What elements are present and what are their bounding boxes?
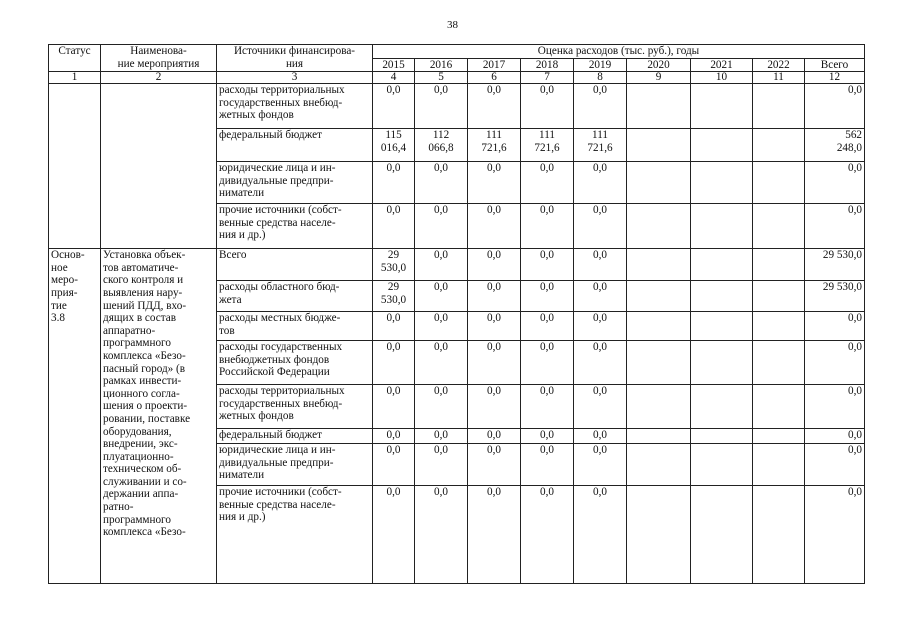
total-value-cell: 0,0 (805, 486, 865, 584)
year-value-cell: 0,0 (373, 341, 415, 385)
year-value-cell: 0,0 (521, 444, 574, 486)
empty-year-cell (627, 249, 691, 281)
year-value-cell: 29 530,0 (373, 281, 415, 312)
year-value-cell: 0,0 (373, 444, 415, 486)
funding-source-cell: прочие источники (собст- венные средства населе- ния и др.) (217, 204, 373, 249)
empty-year-cell (753, 84, 805, 129)
total-value-cell: 0,0 (805, 162, 865, 204)
header-year: 2016 (415, 58, 468, 72)
year-value-cell: 0,0 (415, 429, 468, 444)
empty-year-cell (627, 84, 691, 129)
total-value-cell: 0,0 (805, 429, 865, 444)
column-number: 7 (521, 72, 574, 84)
empty-year-cell (691, 385, 753, 429)
column-number: 9 (627, 72, 691, 84)
total-value-cell: 0,0 (805, 385, 865, 429)
year-value-cell: 115 016,4 (373, 129, 415, 162)
empty-year-cell (691, 84, 753, 129)
empty-year-cell (627, 162, 691, 204)
empty-year-cell (691, 444, 753, 486)
empty-year-cell (627, 312, 691, 341)
year-value-cell: 0,0 (415, 486, 468, 584)
empty-year-cell (691, 486, 753, 584)
year-value-cell: 0,0 (373, 429, 415, 444)
year-value-cell: 0,0 (574, 429, 627, 444)
funding-source-cell: расходы областного бюд- жета (217, 281, 373, 312)
header-year: 2017 (468, 58, 521, 72)
year-value-cell: 0,0 (468, 486, 521, 584)
column-number: 8 (574, 72, 627, 84)
year-value-cell: 0,0 (521, 162, 574, 204)
funding-source-cell: федеральный бюджет (217, 429, 373, 444)
funding-source-cell: юридические лица и ин- дивидуальные предпри- ниматели (217, 162, 373, 204)
year-value-cell: 0,0 (574, 341, 627, 385)
year-value-cell: 0,0 (521, 312, 574, 341)
year-value-cell: 0,0 (415, 162, 468, 204)
year-value-cell: 0,0 (574, 84, 627, 129)
year-value-cell: 0,0 (521, 281, 574, 312)
year-value-cell: 0,0 (521, 249, 574, 281)
total-value-cell: 29 530,0 (805, 281, 865, 312)
empty-year-cell (753, 162, 805, 204)
empty-year-cell (627, 281, 691, 312)
header-sources: Источники финансирова- ния (217, 45, 373, 72)
total-value-cell: 0,0 (805, 84, 865, 129)
empty-year-cell (627, 429, 691, 444)
total-value-cell: 0,0 (805, 204, 865, 249)
year-value-cell: 0,0 (521, 486, 574, 584)
funding-source-cell: федеральный бюджет (217, 129, 373, 162)
measure-name-cell (101, 84, 217, 249)
header-year: 2015 (373, 58, 415, 72)
year-value-cell: 0,0 (373, 486, 415, 584)
column-number: 1 (49, 72, 101, 84)
year-value-cell: 0,0 (415, 281, 468, 312)
header-year: 2022 (753, 58, 805, 72)
year-value-cell: 0,0 (468, 312, 521, 341)
year-value-cell: 0,0 (574, 486, 627, 584)
year-value-cell: 0,0 (521, 84, 574, 129)
year-value-cell: 0,0 (373, 162, 415, 204)
status-cell (49, 84, 101, 249)
year-value-cell: 0,0 (415, 249, 468, 281)
year-value-cell: 0,0 (373, 312, 415, 341)
empty-year-cell (753, 385, 805, 429)
year-value-cell: 0,0 (373, 204, 415, 249)
column-number: 10 (691, 72, 753, 84)
total-value-cell: 0,0 (805, 341, 865, 385)
table-row (49, 249, 865, 281)
year-value-cell: 0,0 (415, 312, 468, 341)
page-number: 38 (447, 19, 458, 31)
year-value-cell: 0,0 (415, 341, 468, 385)
year-value-cell: 0,0 (468, 429, 521, 444)
funding-source-cell: прочие источники (собст- венные средства населе- ния и др.) (217, 486, 373, 584)
year-value-cell: 0,0 (468, 249, 521, 281)
year-value-cell: 0,0 (574, 281, 627, 312)
column-number: 3 (217, 72, 373, 84)
empty-year-cell (753, 312, 805, 341)
total-value-cell: 0,0 (805, 312, 865, 341)
year-value-cell: 0,0 (373, 84, 415, 129)
column-number: 2 (101, 72, 217, 84)
year-value-cell: 111 721,6 (521, 129, 574, 162)
header-estimate: Оценка расходов (тыс. руб.), годы (373, 45, 865, 59)
year-value-cell: 0,0 (468, 385, 521, 429)
empty-year-cell (691, 341, 753, 385)
empty-year-cell (691, 312, 753, 341)
year-value-cell: 0,0 (415, 444, 468, 486)
empty-year-cell (753, 486, 805, 584)
year-value-cell: 0,0 (373, 385, 415, 429)
year-value-cell: 0,0 (574, 385, 627, 429)
year-value-cell: 0,0 (468, 281, 521, 312)
empty-year-cell (627, 385, 691, 429)
year-value-cell: 0,0 (468, 84, 521, 129)
funding-source-cell: расходы территориальных государственных внебюд- жетных фондов (217, 385, 373, 429)
empty-year-cell (753, 204, 805, 249)
funding-source-cell: расходы государственных внебюджетных фондов Российской Федерации (217, 341, 373, 385)
header-year: 2020 (627, 58, 691, 72)
year-value-cell: 0,0 (521, 341, 574, 385)
year-value-cell: 0,0 (415, 385, 468, 429)
year-value-cell: 0,0 (574, 162, 627, 204)
year-value-cell: 0,0 (415, 84, 468, 129)
total-value-cell: 29 530,0 (805, 249, 865, 281)
year-value-cell: 0,0 (521, 429, 574, 444)
column-number: 6 (468, 72, 521, 84)
column-number: 4 (373, 72, 415, 84)
funding-source-cell: юридические лица и ин- дивидуальные предпри- ниматели (217, 444, 373, 486)
empty-year-cell (627, 204, 691, 249)
empty-year-cell (627, 486, 691, 584)
year-value-cell: 0,0 (521, 204, 574, 249)
column-number: 11 (753, 72, 805, 84)
status-cell: Основ- ное меро- прия- тие 3.8 (49, 249, 101, 584)
year-value-cell: 29 530,0 (373, 249, 415, 281)
header-year: 2019 (574, 58, 627, 72)
funding-source-cell: Всего (217, 249, 373, 281)
empty-year-cell (691, 162, 753, 204)
budget-table (48, 44, 865, 584)
total-value-cell: 0,0 (805, 444, 865, 486)
total-value-cell: 562 248,0 (805, 129, 865, 162)
year-value-cell: 0,0 (574, 249, 627, 281)
empty-year-cell (753, 341, 805, 385)
year-value-cell: 111 721,6 (574, 129, 627, 162)
column-number-row (49, 72, 865, 84)
year-value-cell: 111 721,6 (468, 129, 521, 162)
empty-year-cell (691, 249, 753, 281)
column-number: 12 (805, 72, 865, 84)
header-name: Наименова- ние мероприятия (101, 45, 217, 72)
year-value-cell: 0,0 (574, 204, 627, 249)
empty-year-cell (691, 429, 753, 444)
year-value-cell: 0,0 (468, 162, 521, 204)
empty-year-cell (691, 129, 753, 162)
year-value-cell: 0,0 (574, 312, 627, 341)
empty-year-cell (691, 281, 753, 312)
empty-year-cell (691, 204, 753, 249)
year-value-cell: 0,0 (468, 341, 521, 385)
funding-source-cell: расходы территориальных государственных внебюд- жетных фондов (217, 84, 373, 129)
empty-year-cell (753, 429, 805, 444)
year-value-cell: 0,0 (415, 204, 468, 249)
empty-year-cell (753, 249, 805, 281)
measure-name-cell: Установка объек- тов автоматиче- ского контроля и выявления нару- шений ПДД, вхо- дящих в состав аппаратно- программного комплекса «Безо- пасный город» (в рамках инвести- ционного согла- шения о проекти- ровании, поставке оборудования, внедрении, экс- плуатационно- техническом об- служивании и со- держании аппа- ратно- программного комплекса «Безо- (101, 249, 217, 584)
header-year: 2021 (691, 58, 753, 72)
year-value-cell: 0,0 (468, 444, 521, 486)
year-value-cell: 0,0 (468, 204, 521, 249)
year-value-cell: 0,0 (574, 444, 627, 486)
header-year: 2018 (521, 58, 574, 72)
column-number: 5 (415, 72, 468, 84)
header-row-top (49, 45, 865, 59)
empty-year-cell (753, 129, 805, 162)
empty-year-cell (753, 444, 805, 486)
header-status: Статус (49, 45, 101, 72)
header-total: Всего (805, 58, 865, 72)
funding-source-cell: расходы местных бюдже- тов (217, 312, 373, 341)
year-value-cell: 112 066,8 (415, 129, 468, 162)
year-value-cell: 0,0 (521, 385, 574, 429)
empty-year-cell (627, 129, 691, 162)
empty-year-cell (753, 281, 805, 312)
table-row (49, 84, 865, 129)
empty-year-cell (627, 341, 691, 385)
empty-year-cell (627, 444, 691, 486)
